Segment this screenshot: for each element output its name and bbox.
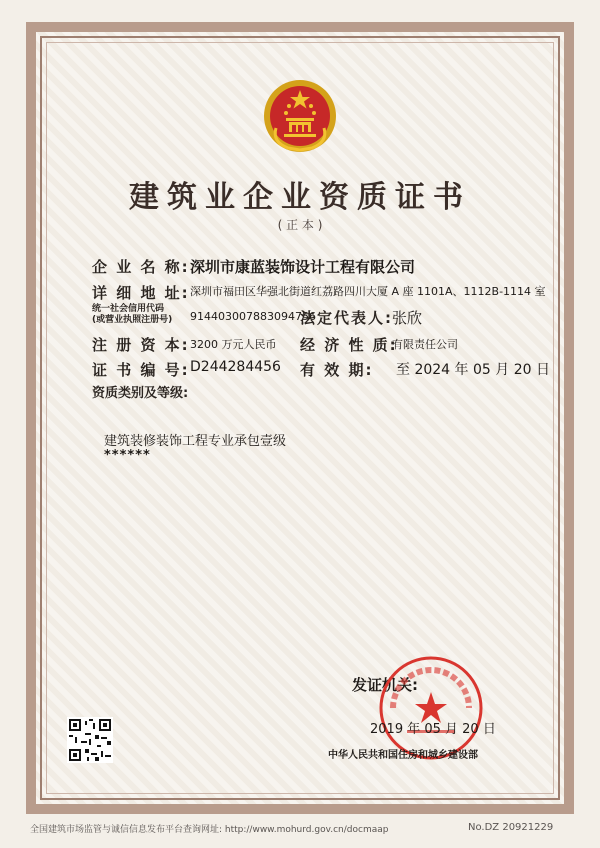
capital-row [92,334,190,355]
qualification-label: 资质类别及等级: [92,386,189,401]
address-row [92,282,190,303]
credit-code-label [92,304,172,326]
address-label: 详 细 地 址: [92,284,190,302]
company-name-row [92,256,190,277]
capital-label: 注 册 资 本: [92,336,190,354]
footer-query-url: 全国建筑市场监管与诚信信息发布平台查询网址: http://www.mohurd.gov.cn/docmaap [30,825,389,835]
econ-label: 经 济 性 质: [300,336,398,354]
qualification-line1: 建筑装修装饰工程专业承包壹级 [104,434,287,449]
issue-date: 2019 年 05 月 20 日 [370,722,496,737]
address-value: 深圳市福田区华强北街道红荔路四川大厦 A 座 1101A、1112B-1114 室 [190,285,546,298]
validity-row [300,359,373,380]
qr-code-icon[interactable] [67,717,113,763]
company-name-label: 企 业 名 称: [92,258,190,276]
company-name-value: 深圳市康蓝装饰设计工程有限公司 [190,258,416,276]
cert-no-value: D244284456 [190,359,281,375]
issuer-label: 发证机关: [352,676,418,694]
econ-value: 有限责任公司 [392,338,458,351]
qualification-row [92,382,188,401]
footer-serial: No.DZ 20921229 [468,822,554,833]
capital-value: 3200 万元人民币 [190,338,277,351]
credit-code-value: 914403007883094756 [190,310,316,323]
credit-label-line2: (或营业执照注册号) [92,315,173,325]
national-emblem-icon [262,78,338,154]
validity-value: 至 2024 年 05 月 20 日 [396,362,550,378]
issuer-name: 中华人民共和国住房和城乡建设部 [328,750,478,761]
certificate-title: 建筑业企业资质证书 [129,180,471,215]
econ-row [300,334,398,355]
cert-no-row [92,359,190,380]
legal-rep-row [300,307,393,328]
validity-label: 有 效 期: [300,361,374,379]
legal-rep-value: 张欣 [392,309,423,327]
credit-label-line1: 统一社会信用代码 [92,304,165,314]
legal-rep-label: 法定代表人: [300,309,393,327]
certificate-subtitle: ( 正 本 ) [277,218,323,232]
cert-no-label: 证 书 编 号: [92,361,190,379]
qualification-line2: ****** [104,448,151,463]
